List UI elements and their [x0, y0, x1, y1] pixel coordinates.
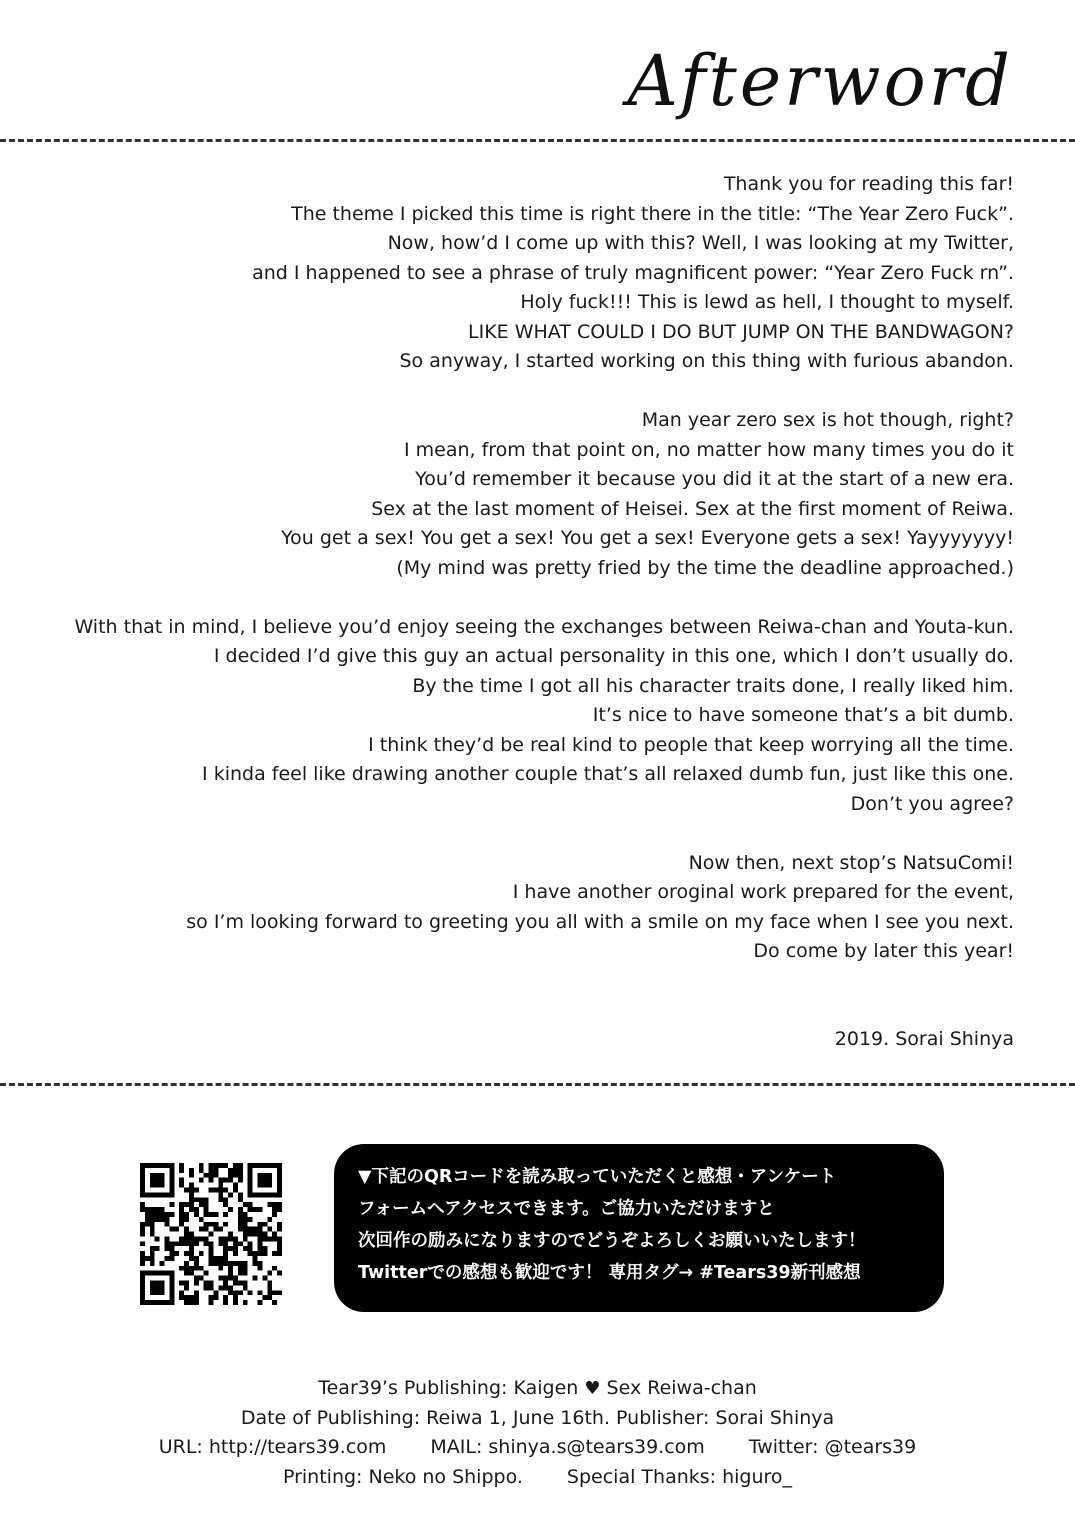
text-line: Man year zero sex is hot though, right?	[641, 409, 1014, 431]
paragraph-4	[4, 849, 1014, 967]
publishing-suffix: Sex Reiwa-chan	[606, 1377, 757, 1399]
text-line: Don’t you agree?	[850, 792, 1014, 815]
text-line: With that in mind, I believe you’d enjoy seeing the exchanges between Reiwa-chan and Youta-kun.	[74, 615, 1014, 638]
text-line: You’d remember it because you did it at the start of a new era.	[415, 468, 1014, 490]
paragraph-1	[4, 170, 1014, 377]
mail-link[interactable]: MAIL: shinya.s@tears39.com	[430, 1436, 705, 1458]
afterword-body	[4, 170, 1014, 996]
contact-row	[0, 1433, 1075, 1463]
paragraph-2	[4, 406, 1014, 583]
notice-line: ▼下記のQRコードを読み取っていただくと感想・アンケート	[358, 1167, 837, 1187]
text-line: Do come by later this year!	[753, 940, 1014, 962]
url-link[interactable]: URL: http://tears39.com	[158, 1436, 387, 1458]
text-line: The theme I picked this time is right there in the title: “The Year Zero Fuck”.	[291, 202, 1014, 225]
colophon	[0, 1374, 1075, 1492]
text-line: (My mind was pretty fried by the time the deadline approached.)	[396, 556, 1014, 579]
dashed-divider-top	[0, 139, 1075, 142]
date-row: Date of Publishing: Reiwa 1, June 16th. Publisher: Sorai Shinya	[240, 1406, 835, 1429]
text-line: By the time I got all his character traits done, I really liked him.	[412, 674, 1014, 697]
text-line: Now then, next stop’s NatsuComi!	[688, 851, 1014, 874]
text-line: so I’m looking forward to greeting you all with a smile on my face when I see you next.	[186, 910, 1014, 933]
page-title: Afterword	[627, 40, 1013, 122]
notice-line: フォームへアクセスできます。ご協力いただけますと	[358, 1199, 775, 1219]
text-line: It’s nice to have someone that’s a bit dumb.	[592, 704, 1014, 726]
text-line: I mean, from that point on, no matter how many times you do it	[403, 438, 1014, 461]
thanks-credit: Special Thanks: higuro_	[566, 1465, 793, 1488]
text-line: and I happened to see a phrase of truly magnificent power: “Year Zero Fuck rn”.	[252, 261, 1014, 284]
text-line: Holy fuck!!! This is lewd as hell, I thought to myself.	[520, 291, 1014, 313]
text-line: LIKE WHAT COULD I DO BUT JUMP ON THE BANDWAGON?	[468, 320, 1014, 343]
qr-code-icon[interactable]	[140, 1163, 282, 1305]
text-line: Thank you for reading this far!	[723, 173, 1014, 195]
dashed-divider-bottom	[0, 1083, 1075, 1086]
text-line: I have another oroginal work prepared for the event,	[512, 881, 1014, 903]
text-line: You get a sex! You get a sex! You get a sex! Everyone gets a sex! Yayyyyyyy!	[281, 527, 1014, 549]
text-line: Now, how’d I come up with this? Well, I was looking at my Twitter,	[387, 232, 1014, 254]
credits-row	[0, 1463, 1075, 1493]
notice-line: Twitterでの感想も歓迎です！ 専用タグ→ #Tears39新刊感想	[358, 1263, 861, 1283]
printing-credit: Printing: Neko no Shippo.	[282, 1465, 523, 1488]
signature: 2019. Sorai Shinya	[834, 1028, 1014, 1050]
feedback-notice	[334, 1144, 944, 1312]
text-line: I decided I’d give this guy an actual personality in this one, which I don’t usually do.	[213, 645, 1014, 667]
notice-line: 次回作の励みになりますのでどうぞよろしくお願いいたします！	[358, 1231, 866, 1251]
text-line: Sex at the last moment of Heisei. Sex at the first moment of Reiwa.	[371, 497, 1014, 520]
twitter-link[interactable]: Twitter: @tears39	[748, 1436, 917, 1458]
heart-icon: ♥	[584, 1378, 601, 1399]
paragraph-3	[4, 613, 1014, 820]
text-line: I think they’d be real kind to people that keep worrying all the time.	[368, 733, 1014, 756]
publishing-prefix: Tear39’s Publishing: Kaigen	[318, 1377, 579, 1399]
text-line: I kinda feel like drawing another couple that’s all relaxed dumb fun, just like this one.	[202, 763, 1014, 785]
text-line: So anyway, I started working on this thing with furious abandon.	[399, 350, 1014, 372]
publishing-row	[0, 1374, 1075, 1404]
